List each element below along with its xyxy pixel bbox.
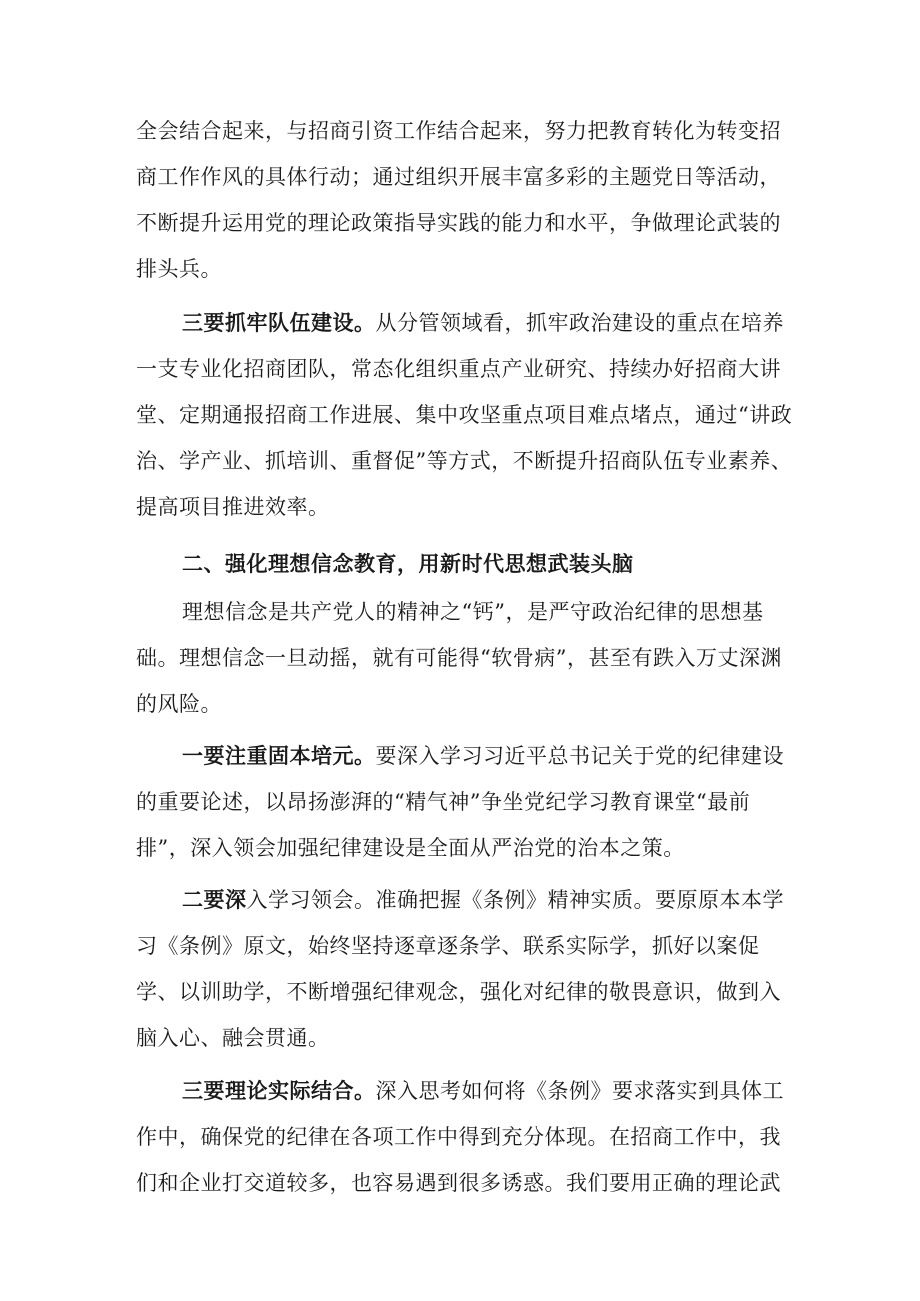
paragraph-foundation bbox=[136, 733, 796, 871]
paragraph-text: 要深入学习习近平总书记关于党的纪律建设的重要论述，以昂扬澎湃的“精气神”争坐党纪学习教育课堂“最前排”，深入领会加强纪律建设是全面从严治党的治本之策。 bbox=[136, 744, 784, 860]
paragraph-text: 全会结合起来，与招商引资工作结合起来，努力把教育转化为转变招商工作作风的具体行动；通过组织开展丰富多彩的主题党日等活动，不断提升运用党的理论政策指导实践的能力和水平，争做理论武装的排头兵。 bbox=[136, 119, 781, 281]
paragraph-lead: 三要抓牢队伍建设。 bbox=[182, 310, 376, 335]
paragraph-text: 理想信念是共产党人的精神之“钙”，是严守政治纪律的思想基础。理想信念一旦动摇，就有可能得“软骨病”，甚至有跌入万丈深渊的风险。 bbox=[136, 600, 782, 716]
paragraph-team-building bbox=[136, 300, 796, 530]
paragraph-lead: 二要深 bbox=[182, 887, 247, 912]
paragraph-text: 入学习领会。准确把握《条例》精神实质。要原原本本学习《条例》原文，始终坚持逐章逐条学、联系实际学，抓好以案促学、以训助学，不断增强纪律观念，强化对纪律的敬畏意识，做到入脑入心、融会贯通。 bbox=[136, 888, 784, 1050]
paragraph-text: 从分管领域看，抓牢政治建设的重点在培养一支专业化招商团队，常态化组织重点产业研究、持续办好招商大讲堂、定期通报招商工作进展、集中攻坚重点项目难点堵点，通过“讲政治、学产业、抓培训、重督促”等方式，不断提升招商队伍专业素养、提高项目推进效率。 bbox=[136, 311, 793, 519]
paragraph-ideals bbox=[136, 589, 796, 727]
paragraph-lead: 一要注重固本培元。 bbox=[182, 743, 376, 768]
paragraph-text: 深入思考如何将《条例》要求落实到具体工作中，确保党的纪律在各项工作中得到充分体现。在招商工作中，我们和企业打交道较多，也容易遇到很多诱惑。我们要用正确的理论武 bbox=[136, 1079, 784, 1195]
section-heading: 二、强化理想信念教育，用新时代思想武装头脑 bbox=[182, 551, 634, 576]
paragraph-theory-practice bbox=[136, 1068, 796, 1206]
paragraph-continuation bbox=[136, 108, 796, 292]
paragraph-study bbox=[136, 877, 796, 1061]
paragraph-lead: 三要理论实际结合。 bbox=[182, 1078, 376, 1103]
